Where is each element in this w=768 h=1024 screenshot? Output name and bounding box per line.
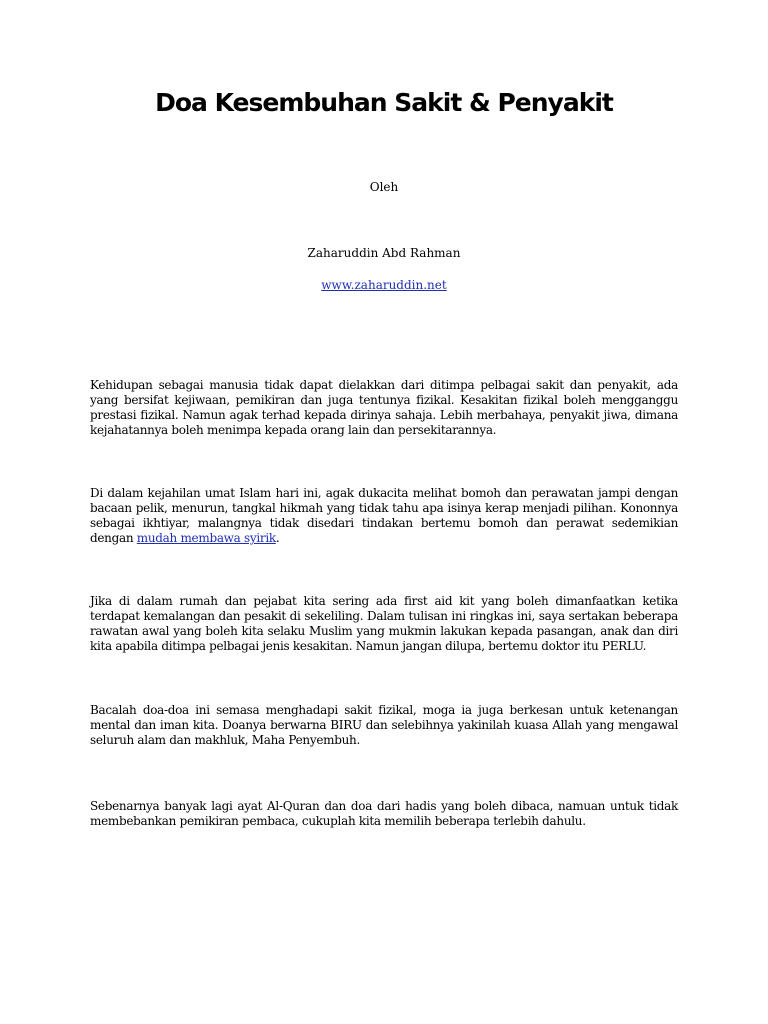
syirik-link[interactable]: mudah membawa syirik (136, 531, 276, 545)
paragraph-2 (90, 486, 678, 546)
website-line (0, 278, 768, 293)
author-name: Zaharuddin Abd Rahman (307, 246, 461, 260)
paragraph-2-text: Di dalam kejahilan umat Islam hari ini, agak dukacita melihat bomoh dan perawatan jampi dengan bacaan pelik, menurun, tangkal hikmah yang tidak tahu apa isinya kerap menjadi pilihan. Kononnya sebagai ikhtiyar, malangnya tidak disedari tindakan bertemu bomoh dan perawat sedemikian dengan (90, 486, 678, 545)
paragraph-2-end: . (275, 531, 280, 545)
paragraph-4: Bacalah doa-doa ini semasa menghadapi sakit fizikal, moga ia juga berkesan untuk ketenangan mental dan iman kita. Doanya berwarna BIRU dan selebihnya yakinilah kuasa Allah yang mengawal seluruh alam dan makhluk, Maha Penyembuh. (90, 703, 678, 747)
paragraph-3: Jika di dalam rumah dan pejabat kita sering ada first aid kit yang boleh dimanfaatkan ketika terdapat kemalangan dan pesakit di sekeliling. Dalam tulisan ini ringkas ini, saya sertakan beberapa rawatan awal yang boleh kita selaku Muslim yang mukmin lakukan kepada pasangan, anak dan diri kita apabila ditimpa pelbagai jenis kesakitan. Namun jangan dilupa, bertemu doktor itu PERLU. (90, 594, 678, 653)
document-title: Doa Kesembuhan Sakit & Penyakit (155, 88, 613, 117)
byline: Oleh (369, 180, 399, 194)
website-link[interactable]: www.zaharuddin.net (321, 278, 447, 292)
paragraph-1: Kehidupan sebagai manusia tidak dapat dielakkan dari ditimpa pelbagai sakit dan penyakit, ada yang bersifat kejiwaan, pemikiran dan juga tentunya fizikal. Kesakitan fizikal boleh mengganggu prestasi fizikal. Namun agak terhad kepada dirinya sahaja. Lebih merbahaya, penyakit jiwa, dimana kejahatannya boleh menimpa kepada orang lain dan persekitarannya. (90, 378, 678, 437)
paragraph-5: Sebenarnya banyak lagi ayat Al-Quran dan doa dari hadis yang boleh dibaca, namuan untuk tidak membebankan pemikiran pembaca, cukuplah kita memilih beberapa terlebih dahulu. (90, 799, 678, 828)
